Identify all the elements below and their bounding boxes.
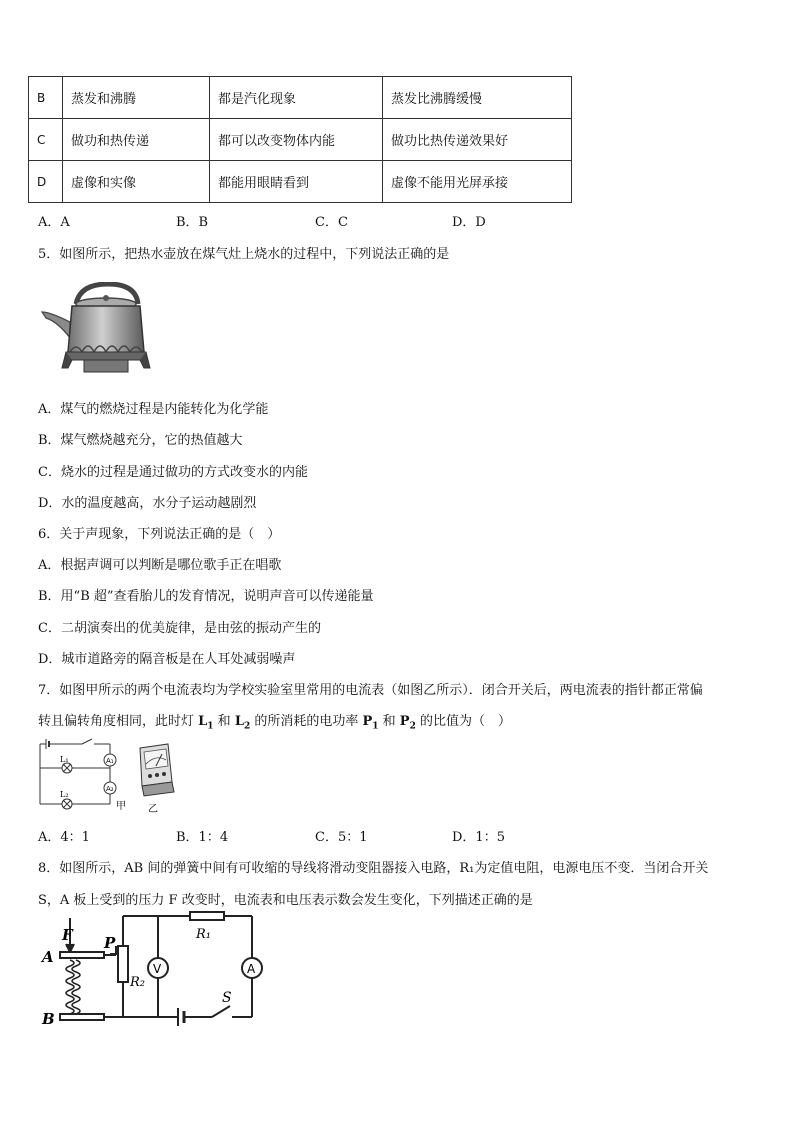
choice-a[interactable]: A．A	[38, 215, 70, 230]
row-difference: 蒸发比沸腾缓慢	[383, 77, 572, 119]
l2-symbol: $L_2$	[234, 714, 251, 732]
slider-p-label: P	[104, 934, 116, 952]
q5-option-a[interactable]: A．煤气的燃烧过程是内能转化为化学能	[38, 402, 269, 417]
l1-symbol: $L_1$	[198, 714, 214, 732]
l2-label: L₂	[60, 790, 69, 799]
q8-stem-line1: 8．如图所示，AB 间的弹簧中间有可收缩的导线将滑动变阻器接入电路，R₁为定值电阻，电源电压不变．当闭合开关	[38, 861, 709, 876]
row-common: 都是汽化现象	[210, 77, 383, 119]
q6-stem: 6．关于声现象，下列说法正确的是（ ）	[38, 527, 281, 542]
choice-d[interactable]: D．D	[452, 215, 486, 230]
jia-label: 甲	[116, 801, 126, 812]
q7-text: 的所消耗的电功率	[250, 714, 363, 729]
a2-label: A₂	[106, 785, 114, 793]
q7-text: 转且偏转角度相同，此时灯	[38, 714, 199, 729]
yi-label: 乙	[148, 804, 158, 814]
choice-d[interactable]: D．1：5	[452, 830, 505, 845]
table-row	[29, 161, 572, 203]
ammeter-figure	[136, 742, 176, 814]
q7-stem-line1: 7．如图甲所示的两个电流表均为学校实验室里常用的电流表（如图乙所示）．闭合开关后，两电流表的指针都正常偏	[38, 683, 703, 698]
q5-option-c[interactable]: C．烧水的过程是通过做功的方式改变水的内能	[38, 465, 308, 480]
q8-stem-line2: S，A 板上受到的压力 F 改变时，电流表和电压表示数会发生变化，下列描述正确的是	[38, 893, 533, 908]
q6-option-a[interactable]: A．根据声调可以判断是哪位歌手正在唱歌	[38, 558, 282, 573]
row-topic: 做功和热传递	[63, 119, 210, 161]
table-row	[29, 77, 572, 119]
choice-b[interactable]: B．1：4	[176, 830, 229, 845]
q7-text: 和	[213, 714, 235, 729]
voltmeter-label: V	[153, 962, 162, 976]
row-label: B	[29, 77, 63, 119]
q6-option-c[interactable]: C．二胡演奏出的优美旋律，是由弦的振动产生的	[38, 621, 321, 636]
r1-label: R₁	[196, 927, 211, 942]
q5-option-b[interactable]: B．煤气燃烧越充分，它的热值越大	[38, 433, 243, 448]
q5-stem: 5．如图所示，把热水壶放在煤气灶上烧水的过程中，下列说法正确的是	[38, 247, 450, 262]
parallel-circuit-figure	[36, 738, 130, 812]
choice-c[interactable]: C．5：1	[315, 830, 368, 845]
q6-option-d[interactable]: D．城市道路旁的隔音板是在人耳处减弱噪声	[38, 652, 296, 667]
a1-label: A₁	[106, 757, 114, 765]
p1-symbol: $P_1$	[362, 714, 379, 732]
l1-label: L₁	[60, 755, 69, 764]
row-common: 都能用眼睛看到	[210, 161, 383, 203]
q6-option-b[interactable]: B．用“B 超”查看胎儿的发育情况，说明声音可以传递能量	[38, 589, 374, 604]
kettle-on-stove-figure	[40, 282, 152, 378]
row-common: 都可以改变物体内能	[210, 119, 383, 161]
table-row	[29, 119, 572, 161]
q7-stem-line2	[38, 710, 511, 732]
row-topic: 蒸发和沸腾	[63, 77, 210, 119]
plate-b-label: B	[42, 1010, 55, 1028]
row-difference: 虚像不能用光屏承接	[383, 161, 572, 203]
choice-b[interactable]: B．B	[176, 215, 209, 230]
ammeter-label: A	[247, 962, 256, 976]
q7-text: 和	[378, 714, 400, 729]
row-label: D	[29, 161, 63, 203]
q7-text: 的比值为（ ）	[415, 714, 511, 729]
options-table	[28, 76, 572, 203]
row-topic: 虚像和实像	[63, 161, 210, 203]
row-label: C	[29, 119, 63, 161]
force-label: F	[62, 926, 73, 944]
pressure-sensor-circuit-figure	[40, 910, 272, 1030]
plate-a-label: A	[42, 948, 54, 966]
choice-c[interactable]: C．C	[315, 215, 348, 230]
q5-option-d[interactable]: D．水的温度越高，水分子运动越剧烈	[38, 496, 257, 511]
switch-label: S	[222, 990, 232, 1006]
row-difference: 做功比热传递效果好	[383, 119, 572, 161]
choice-a[interactable]: A．4：1	[38, 830, 90, 845]
r2-label: R₂	[130, 975, 145, 990]
p2-symbol: $P_2$	[399, 714, 416, 732]
